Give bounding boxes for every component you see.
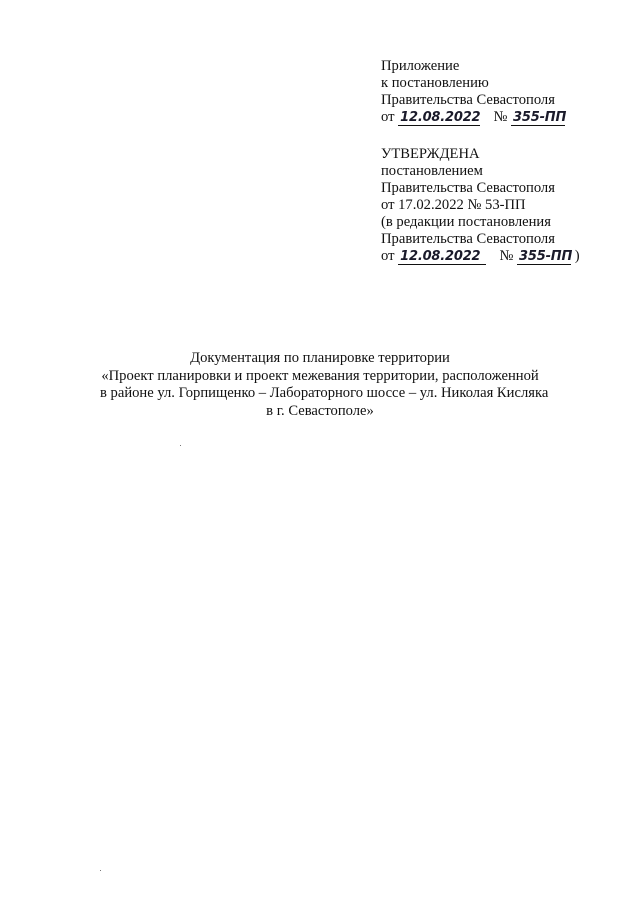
approved-heading: УТВЕРЖДЕНА xyxy=(381,146,480,162)
appendix-handwritten-date: 12.08.2022 xyxy=(400,110,481,125)
approved-government: Правительства Севастополя xyxy=(381,180,555,196)
document-title-line-4: в г. Севастополе» xyxy=(266,402,374,419)
appendix-from-label: от xyxy=(381,109,395,125)
appendix-title: Приложение xyxy=(381,58,460,74)
approved-original-date: от 17.02.2022 № 53-ПП xyxy=(381,197,526,213)
appendix-number-label: № xyxy=(493,109,508,125)
approved-revision-note: (в редакции постановления xyxy=(381,214,551,230)
approved-from-label: от xyxy=(381,248,395,264)
approved-block xyxy=(381,146,631,265)
scan-speck xyxy=(100,870,101,871)
approved-handwritten-date: 12.08.2022 xyxy=(398,250,486,265)
approved-handwritten-number: 355-ПП xyxy=(519,249,573,264)
scan-speck xyxy=(180,445,181,446)
approved-by-resolution: постановлением xyxy=(381,163,483,179)
document-title-line-1: Документация по планировке территории xyxy=(190,350,450,366)
approved-number-label: № xyxy=(499,248,514,264)
approved-closing-paren: ) xyxy=(574,248,580,264)
document-title-line-3: в районе ул. Горпищенко – Лабораторного шоссе – ул. Николая Кисляка xyxy=(100,385,549,401)
appendix-date-number-line xyxy=(381,109,631,126)
document-title xyxy=(100,350,549,420)
document-title-line-2: «Проект планировки и проект межевания территории, расположенной xyxy=(101,367,539,384)
appendix-government: Правительства Севастополя xyxy=(381,92,555,108)
appendix-handwritten-number: 355-ПП xyxy=(513,110,567,125)
appendix-to-resolution: к постановлению xyxy=(381,75,489,91)
approved-date-number-line xyxy=(381,248,631,265)
approved-revision-government: Правительства Севастополя xyxy=(381,231,555,247)
appendix-block xyxy=(381,58,631,126)
